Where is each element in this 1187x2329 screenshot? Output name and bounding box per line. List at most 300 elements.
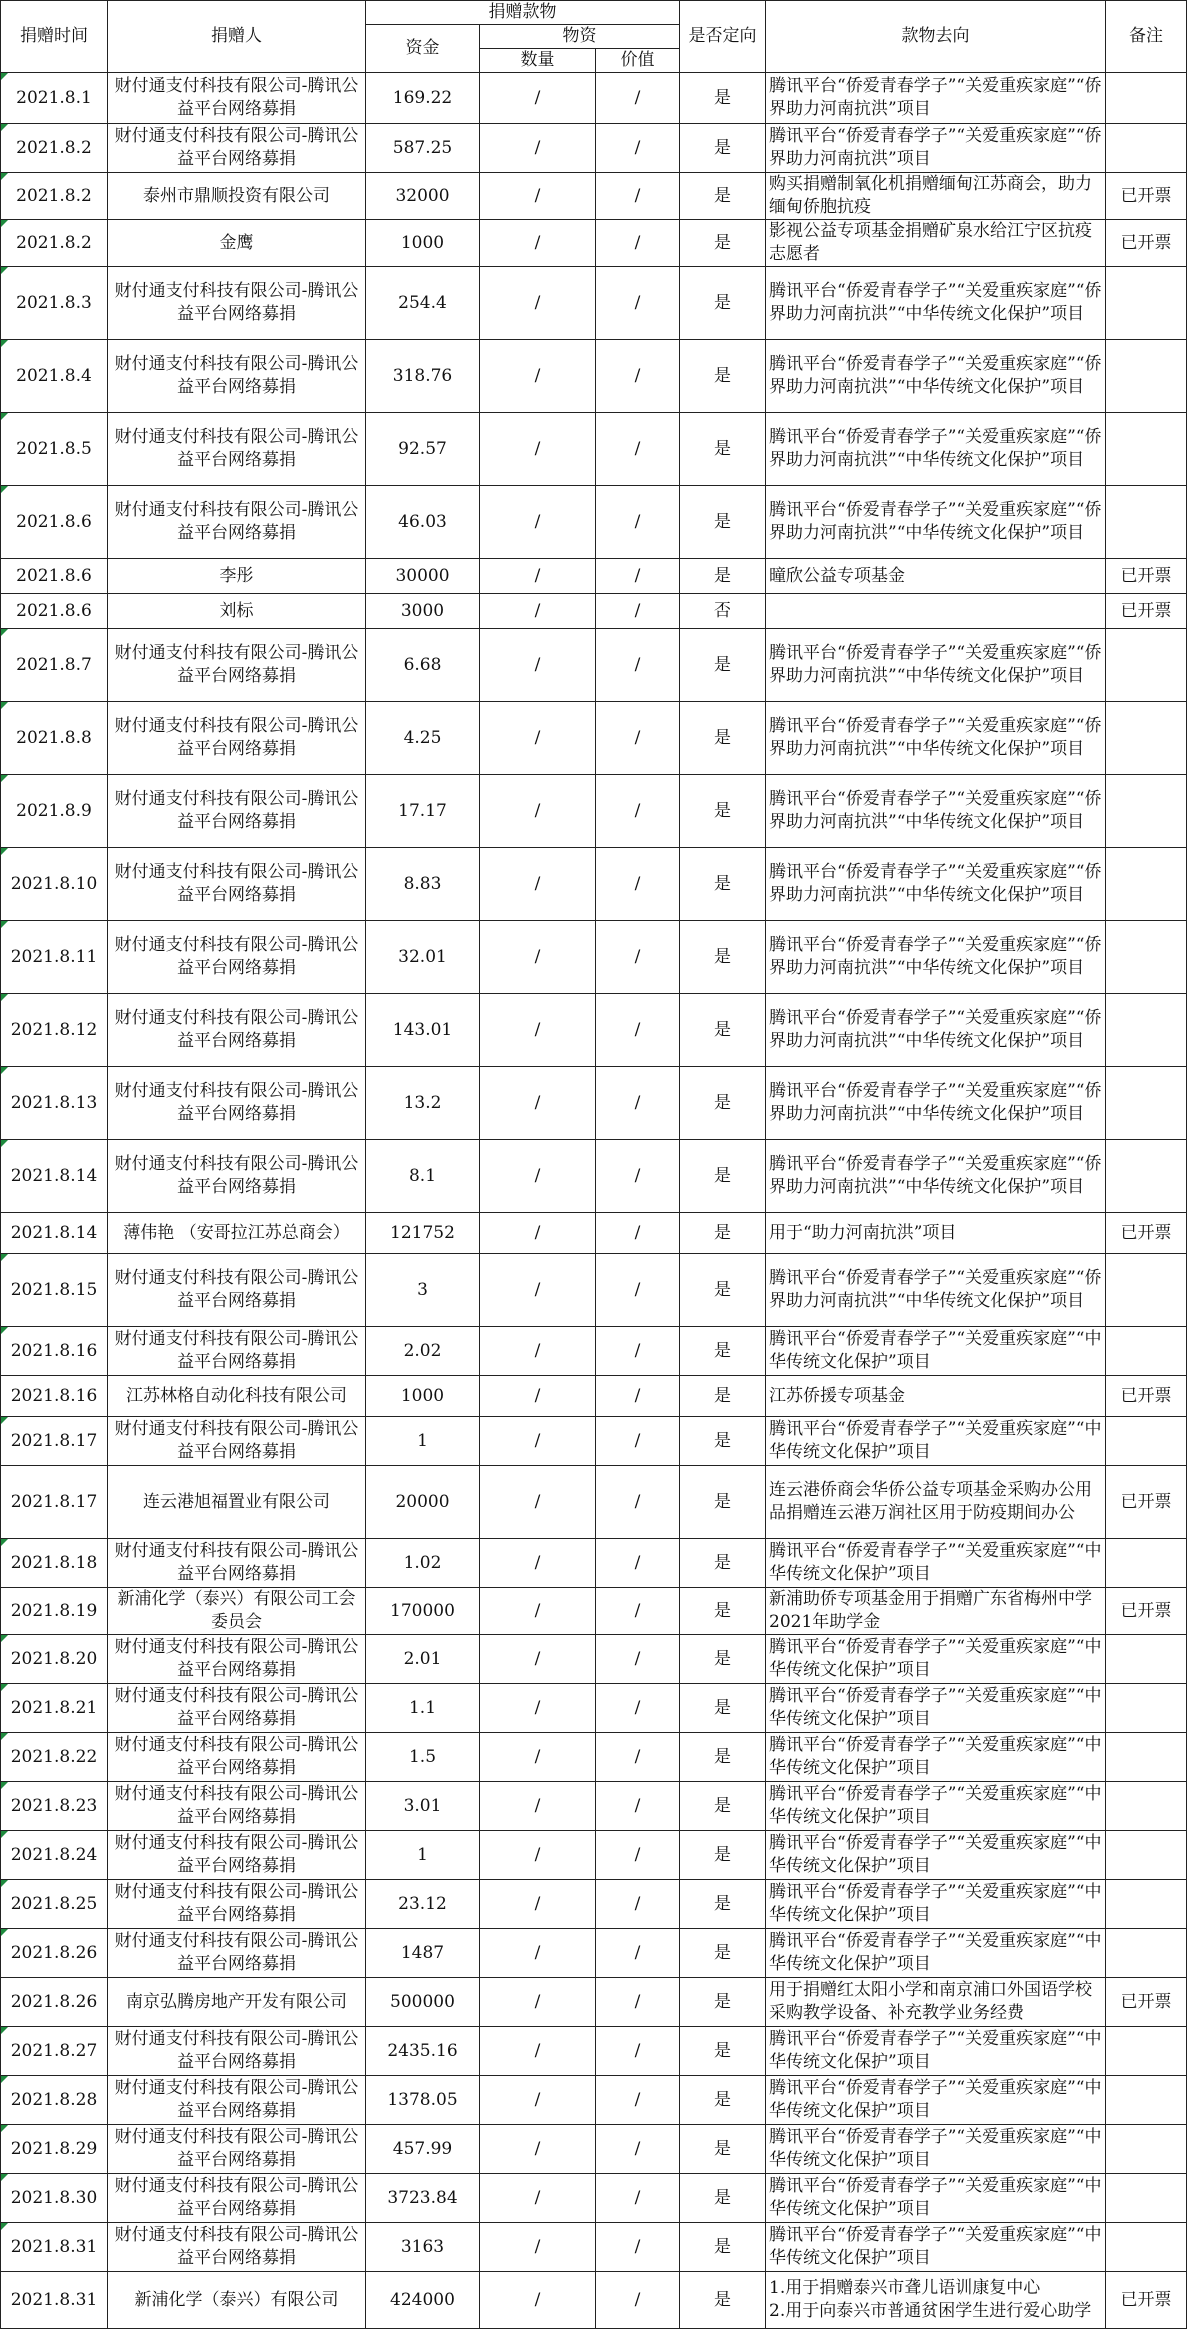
cell-quantity[interactable]: / — [480, 173, 596, 220]
cell-date[interactable]: 2021.8.16 — [1, 1327, 108, 1376]
cell-date[interactable]: 2021.8.11 — [1, 921, 108, 994]
cell-funds[interactable]: 143.01 — [366, 994, 480, 1067]
cell-quantity[interactable]: / — [480, 1140, 596, 1213]
cell-note[interactable] — [1106, 2076, 1187, 2125]
cell-funds[interactable]: 1.5 — [366, 1733, 480, 1782]
cell-directed[interactable]: 是 — [680, 2027, 766, 2076]
cell-donor[interactable]: 财付通支付科技有限公司-腾讯公益平台网络募捐 — [108, 2174, 366, 2223]
cell-value[interactable]: / — [596, 1684, 680, 1733]
cell-directed[interactable]: 是 — [680, 2125, 766, 2174]
cell-note[interactable] — [1106, 1539, 1187, 1588]
cell-directed[interactable]: 是 — [680, 2076, 766, 2125]
cell-donor[interactable]: 财付通支付科技有限公司-腾讯公益平台网络募捐 — [108, 1929, 366, 1978]
cell-value[interactable]: / — [596, 1466, 680, 1539]
cell-funds[interactable]: 20000 — [366, 1466, 480, 1539]
cell-donor[interactable]: 财付通支付科技有限公司-腾讯公益平台网络募捐 — [108, 1140, 366, 1213]
cell-quantity[interactable]: / — [480, 2125, 596, 2174]
cell-date[interactable]: 2021.8.6 — [1, 559, 108, 594]
cell-destination[interactable]: 购买捐赠制氧化机捐赠缅甸江苏商会，助力缅甸侨胞抗疫 — [766, 173, 1106, 220]
cell-quantity[interactable]: / — [480, 1880, 596, 1929]
cell-date[interactable]: 2021.8.26 — [1, 1929, 108, 1978]
cell-note[interactable] — [1106, 1782, 1187, 1831]
cell-quantity[interactable]: / — [480, 1067, 596, 1140]
cell-note[interactable]: 已开票 — [1106, 2272, 1187, 2329]
cell-funds[interactable]: 32.01 — [366, 921, 480, 994]
cell-note[interactable]: 已开票 — [1106, 1588, 1187, 1635]
cell-donor[interactable]: 财付通支付科技有限公司-腾讯公益平台网络募捐 — [108, 267, 366, 340]
cell-donor[interactable]: 金鹰 — [108, 220, 366, 267]
cell-value[interactable]: / — [596, 702, 680, 775]
cell-funds[interactable]: 1378.05 — [366, 2076, 480, 2125]
cell-funds[interactable]: 3 — [366, 1254, 480, 1327]
cell-quantity[interactable]: / — [480, 1327, 596, 1376]
cell-directed[interactable]: 是 — [680, 1254, 766, 1327]
cell-directed[interactable]: 是 — [680, 1417, 766, 1466]
cell-date[interactable]: 2021.8.3 — [1, 267, 108, 340]
cell-funds[interactable]: 1.02 — [366, 1539, 480, 1588]
cell-directed[interactable]: 是 — [680, 1831, 766, 1880]
cell-note[interactable] — [1106, 1254, 1187, 1327]
cell-donor[interactable]: 财付通支付科技有限公司-腾讯公益平台网络募捐 — [108, 1733, 366, 1782]
cell-quantity[interactable]: / — [480, 73, 596, 124]
cell-date[interactable]: 2021.8.14 — [1, 1213, 108, 1254]
cell-directed[interactable]: 是 — [680, 559, 766, 594]
cell-funds[interactable]: 169.22 — [366, 73, 480, 124]
cell-destination[interactable]: 腾讯平台“侨爱青春学子”“关爱重疾家庭”“中华传统文化保护”项目 — [766, 1539, 1106, 1588]
cell-destination[interactable]: 腾讯平台“侨爱青春学子”“关爱重疾家庭”“中华传统文化保护”项目 — [766, 2223, 1106, 2272]
cell-funds[interactable]: 3723.84 — [366, 2174, 480, 2223]
cell-destination[interactable]: 腾讯平台“侨爱青春学子”“关爱重疾家庭”“侨界助力河南抗洪”“中华传统文化保护”项目 — [766, 267, 1106, 340]
cell-value[interactable]: / — [596, 1539, 680, 1588]
cell-donor[interactable]: 财付通支付科技有限公司-腾讯公益平台网络募捐 — [108, 775, 366, 848]
cell-value[interactable]: / — [596, 124, 680, 173]
cell-directed[interactable]: 是 — [680, 1635, 766, 1684]
cell-date[interactable]: 2021.8.2 — [1, 124, 108, 173]
cell-destination[interactable]: 连云港侨商会华侨公益专项基金采购办公用品捐赠连云港万润社区用于防疫期间办公 — [766, 1466, 1106, 1539]
cell-date[interactable]: 2021.8.15 — [1, 1254, 108, 1327]
cell-funds[interactable]: 13.2 — [366, 1067, 480, 1140]
cell-funds[interactable]: 30000 — [366, 559, 480, 594]
cell-note[interactable]: 已开票 — [1106, 1978, 1187, 2027]
cell-date[interactable]: 2021.8.22 — [1, 1733, 108, 1782]
cell-donor[interactable]: 泰州市鼎顺投资有限公司 — [108, 173, 366, 220]
cell-donor[interactable]: 财付通支付科技有限公司-腾讯公益平台网络募捐 — [108, 2125, 366, 2174]
cell-quantity[interactable]: / — [480, 340, 596, 413]
cell-date[interactable]: 2021.8.9 — [1, 775, 108, 848]
cell-value[interactable]: / — [596, 1140, 680, 1213]
cell-quantity[interactable]: / — [480, 1254, 596, 1327]
cell-destination[interactable]: 腾讯平台“侨爱青春学子”“关爱重疾家庭”“侨界助力河南抗洪”“中华传统文化保护”项目 — [766, 486, 1106, 559]
cell-destination[interactable]: 腾讯平台“侨爱青春学子”“关爱重疾家庭”“中华传统文化保护”项目 — [766, 1635, 1106, 1684]
cell-donor[interactable]: 江苏林格自动化科技有限公司 — [108, 1376, 366, 1417]
cell-value[interactable]: / — [596, 629, 680, 702]
cell-quantity[interactable]: / — [480, 1635, 596, 1684]
cell-destination[interactable]: 腾讯平台“侨爱青春学子”“关爱重疾家庭”“中华传统文化保护”项目 — [766, 1684, 1106, 1733]
cell-value[interactable]: / — [596, 220, 680, 267]
cell-directed[interactable]: 是 — [680, 1327, 766, 1376]
cell-donor[interactable]: 财付通支付科技有限公司-腾讯公益平台网络募捐 — [108, 848, 366, 921]
cell-funds[interactable]: 1000 — [366, 220, 480, 267]
cell-quantity[interactable]: / — [480, 921, 596, 994]
cell-quantity[interactable]: / — [480, 1782, 596, 1831]
cell-note[interactable] — [1106, 1417, 1187, 1466]
cell-quantity[interactable]: / — [480, 267, 596, 340]
cell-value[interactable]: / — [596, 73, 680, 124]
cell-directed[interactable]: 是 — [680, 1213, 766, 1254]
cell-note[interactable] — [1106, 921, 1187, 994]
cell-donor[interactable]: 财付通支付科技有限公司-腾讯公益平台网络募捐 — [108, 1067, 366, 1140]
cell-date[interactable]: 2021.8.25 — [1, 1880, 108, 1929]
cell-quantity[interactable]: / — [480, 2272, 596, 2329]
cell-date[interactable]: 2021.8.17 — [1, 1417, 108, 1466]
cell-directed[interactable]: 是 — [680, 1929, 766, 1978]
cell-date[interactable]: 2021.8.8 — [1, 702, 108, 775]
cell-value[interactable]: / — [596, 2272, 680, 2329]
cell-donor[interactable]: 财付通支付科技有限公司-腾讯公益平台网络募捐 — [108, 1417, 366, 1466]
cell-directed[interactable]: 是 — [680, 1880, 766, 1929]
cell-quantity[interactable]: / — [480, 2174, 596, 2223]
cell-note[interactable] — [1106, 486, 1187, 559]
header-quantity[interactable]: 数量 — [480, 49, 596, 73]
cell-directed[interactable]: 是 — [680, 702, 766, 775]
cell-directed[interactable]: 是 — [680, 2174, 766, 2223]
cell-value[interactable]: / — [596, 2223, 680, 2272]
cell-quantity[interactable]: / — [480, 220, 596, 267]
cell-donor[interactable]: 财付通支付科技有限公司-腾讯公益平台网络募捐 — [108, 1327, 366, 1376]
cell-date[interactable]: 2021.8.16 — [1, 1376, 108, 1417]
cell-donor[interactable]: 财付通支付科技有限公司-腾讯公益平台网络募捐 — [108, 1254, 366, 1327]
cell-quantity[interactable]: / — [480, 1684, 596, 1733]
cell-date[interactable]: 2021.8.29 — [1, 2125, 108, 2174]
cell-note[interactable] — [1106, 775, 1187, 848]
cell-note[interactable] — [1106, 702, 1187, 775]
cell-note[interactable]: 已开票 — [1106, 1213, 1187, 1254]
cell-quantity[interactable]: / — [480, 994, 596, 1067]
cell-destination[interactable]: 腾讯平台“侨爱青春学子”“关爱重疾家庭”“侨界助力河南抗洪”“中华传统文化保护”项目 — [766, 775, 1106, 848]
cell-date[interactable]: 2021.8.28 — [1, 2076, 108, 2125]
cell-destination[interactable]: 腾讯平台“侨爱青春学子”“关爱重疾家庭”“侨界助力河南抗洪”项目 — [766, 73, 1106, 124]
cell-note[interactable] — [1106, 2125, 1187, 2174]
cell-donor[interactable]: 财付通支付科技有限公司-腾讯公益平台网络募捐 — [108, 413, 366, 486]
cell-destination[interactable]: 影视公益专项基金捐赠矿泉水给江宁区抗疫志愿者 — [766, 220, 1106, 267]
cell-destination[interactable]: 腾讯平台“侨爱青春学子”“关爱重疾家庭”“侨界助力河南抗洪”“中华传统文化保护”项目 — [766, 629, 1106, 702]
cell-directed[interactable]: 是 — [680, 1978, 766, 2027]
cell-value[interactable]: / — [596, 594, 680, 629]
cell-directed[interactable]: 是 — [680, 921, 766, 994]
cell-note[interactable] — [1106, 73, 1187, 124]
cell-note[interactable] — [1106, 1831, 1187, 1880]
cell-destination[interactable]: 腾讯平台“侨爱青春学子”“关爱重疾家庭”“侨界助力河南抗洪”“中华传统文化保护”项目 — [766, 1254, 1106, 1327]
cell-value[interactable]: / — [596, 340, 680, 413]
cell-directed[interactable]: 是 — [680, 1539, 766, 1588]
cell-date[interactable]: 2021.8.27 — [1, 2027, 108, 2076]
cell-note[interactable]: 已开票 — [1106, 220, 1187, 267]
cell-donor[interactable]: 财付通支付科技有限公司-腾讯公益平台网络募捐 — [108, 1782, 366, 1831]
cell-funds[interactable]: 254.4 — [366, 267, 480, 340]
cell-destination[interactable] — [766, 594, 1106, 629]
cell-value[interactable]: / — [596, 2076, 680, 2125]
cell-donor[interactable]: 财付通支付科技有限公司-腾讯公益平台网络募捐 — [108, 994, 366, 1067]
cell-note[interactable] — [1106, 1880, 1187, 1929]
header-goods[interactable]: 物资 — [480, 25, 680, 49]
cell-donor[interactable]: 财付通支付科技有限公司-腾讯公益平台网络募捐 — [108, 73, 366, 124]
header-destination[interactable]: 款物去向 — [766, 1, 1106, 73]
cell-quantity[interactable]: / — [480, 1539, 596, 1588]
cell-value[interactable]: / — [596, 559, 680, 594]
cell-date[interactable]: 2021.8.14 — [1, 1140, 108, 1213]
cell-funds[interactable]: 32000 — [366, 173, 480, 220]
cell-note[interactable] — [1106, 124, 1187, 173]
cell-directed[interactable]: 否 — [680, 594, 766, 629]
cell-donor[interactable]: 刘标 — [108, 594, 366, 629]
cell-destination[interactable]: 腾讯平台“侨爱青春学子”“关爱重疾家庭”“侨界助力河南抗洪”“中华传统文化保护”项目 — [766, 848, 1106, 921]
cell-note[interactable]: 已开票 — [1106, 559, 1187, 594]
cell-directed[interactable]: 是 — [680, 1782, 766, 1831]
cell-value[interactable]: / — [596, 1733, 680, 1782]
cell-value[interactable]: / — [596, 2125, 680, 2174]
header-donor[interactable]: 捐赠人 — [108, 1, 366, 73]
cell-funds[interactable]: 424000 — [366, 2272, 480, 2329]
cell-funds[interactable]: 4.25 — [366, 702, 480, 775]
cell-funds[interactable]: 1000 — [366, 1376, 480, 1417]
cell-value[interactable]: / — [596, 486, 680, 559]
cell-directed[interactable]: 是 — [680, 1733, 766, 1782]
cell-note[interactable]: 已开票 — [1106, 1466, 1187, 1539]
cell-donor[interactable]: 财付通支付科技有限公司-腾讯公益平台网络募捐 — [108, 921, 366, 994]
cell-note[interactable]: 已开票 — [1106, 173, 1187, 220]
cell-donor[interactable]: 财付通支付科技有限公司-腾讯公益平台网络募捐 — [108, 1831, 366, 1880]
cell-date[interactable]: 2021.8.12 — [1, 994, 108, 1067]
cell-quantity[interactable]: / — [480, 775, 596, 848]
cell-directed[interactable]: 是 — [680, 629, 766, 702]
cell-date[interactable]: 2021.8.10 — [1, 848, 108, 921]
cell-directed[interactable]: 是 — [680, 267, 766, 340]
cell-note[interactable] — [1106, 629, 1187, 702]
cell-donor[interactable]: 财付通支付科技有限公司-腾讯公益平台网络募捐 — [108, 1684, 366, 1733]
cell-funds[interactable]: 1 — [366, 1417, 480, 1466]
cell-funds[interactable]: 170000 — [366, 1588, 480, 1635]
cell-date[interactable]: 2021.8.2 — [1, 220, 108, 267]
cell-note[interactable] — [1106, 1635, 1187, 1684]
cell-date[interactable]: 2021.8.6 — [1, 486, 108, 559]
cell-date[interactable]: 2021.8.17 — [1, 1466, 108, 1539]
cell-date[interactable]: 2021.8.31 — [1, 2272, 108, 2329]
cell-directed[interactable]: 是 — [680, 173, 766, 220]
cell-funds[interactable]: 6.68 — [366, 629, 480, 702]
cell-quantity[interactable]: / — [480, 413, 596, 486]
cell-donor[interactable]: 财付通支付科技有限公司-腾讯公益平台网络募捐 — [108, 702, 366, 775]
cell-value[interactable]: / — [596, 848, 680, 921]
cell-destination[interactable]: 腾讯平台“侨爱青春学子”“关爱重疾家庭”“侨界助力河南抗洪”项目 — [766, 124, 1106, 173]
cell-value[interactable]: / — [596, 267, 680, 340]
cell-directed[interactable]: 是 — [680, 848, 766, 921]
cell-funds[interactable]: 92.57 — [366, 413, 480, 486]
cell-quantity[interactable]: / — [480, 1831, 596, 1880]
cell-date[interactable]: 2021.8.26 — [1, 1978, 108, 2027]
cell-note[interactable] — [1106, 1067, 1187, 1140]
cell-value[interactable]: / — [596, 173, 680, 220]
header-value[interactable]: 价值 — [596, 49, 680, 73]
cell-date[interactable]: 2021.8.24 — [1, 1831, 108, 1880]
cell-note[interactable] — [1106, 1929, 1187, 1978]
cell-donor[interactable]: 财付通支付科技有限公司-腾讯公益平台网络募捐 — [108, 2076, 366, 2125]
cell-directed[interactable]: 是 — [680, 486, 766, 559]
cell-donor[interactable]: 财付通支付科技有限公司-腾讯公益平台网络募捐 — [108, 1539, 366, 1588]
cell-destination[interactable]: 腾讯平台“侨爱青春学子”“关爱重疾家庭”“侨界助力河南抗洪”“中华传统文化保护”项目 — [766, 921, 1106, 994]
cell-value[interactable]: / — [596, 1376, 680, 1417]
cell-destination[interactable]: 用于捐赠红太阳小学和南京浦口外国语学校采购教学设备、补充教学业务经费 — [766, 1978, 1106, 2027]
cell-funds[interactable]: 17.17 — [366, 775, 480, 848]
cell-quantity[interactable]: / — [480, 2076, 596, 2125]
cell-note[interactable]: 已开票 — [1106, 1376, 1187, 1417]
cell-destination[interactable]: 腾讯平台“侨爱青春学子”“关爱重疾家庭”“中华传统文化保护”项目 — [766, 1831, 1106, 1880]
cell-value[interactable]: / — [596, 1929, 680, 1978]
cell-note[interactable]: 已开票 — [1106, 594, 1187, 629]
cell-quantity[interactable]: / — [480, 702, 596, 775]
cell-value[interactable]: / — [596, 413, 680, 486]
cell-directed[interactable]: 是 — [680, 1684, 766, 1733]
cell-note[interactable] — [1106, 1327, 1187, 1376]
cell-destination[interactable]: 腾讯平台“侨爱青春学子”“关爱重疾家庭”“中华传统文化保护”项目 — [766, 2174, 1106, 2223]
header-funds[interactable]: 资金 — [366, 25, 480, 73]
cell-value[interactable]: / — [596, 1327, 680, 1376]
cell-date[interactable]: 2021.8.13 — [1, 1067, 108, 1140]
cell-directed[interactable]: 是 — [680, 413, 766, 486]
cell-value[interactable]: / — [596, 1978, 680, 2027]
cell-value[interactable]: / — [596, 921, 680, 994]
cell-value[interactable]: / — [596, 1782, 680, 1831]
cell-donor[interactable]: 新浦化学（泰兴）有限公司 — [108, 2272, 366, 2329]
cell-destination[interactable]: 曈欣公益专项基金 — [766, 559, 1106, 594]
cell-destination[interactable]: 腾讯平台“侨爱青春学子”“关爱重疾家庭”“中华传统文化保护”项目 — [766, 1417, 1106, 1466]
cell-directed[interactable]: 是 — [680, 775, 766, 848]
cell-directed[interactable]: 是 — [680, 340, 766, 413]
cell-donor[interactable]: 财付通支付科技有限公司-腾讯公益平台网络募捐 — [108, 2223, 366, 2272]
cell-date[interactable]: 2021.8.23 — [1, 1782, 108, 1831]
cell-directed[interactable]: 是 — [680, 1588, 766, 1635]
cell-directed[interactable]: 是 — [680, 1466, 766, 1539]
header-date[interactable]: 捐赠时间 — [1, 1, 108, 73]
cell-donor[interactable]: 南京弘腾房地产开发有限公司 — [108, 1978, 366, 2027]
cell-funds[interactable]: 23.12 — [366, 1880, 480, 1929]
cell-funds[interactable]: 587.25 — [366, 124, 480, 173]
cell-funds[interactable]: 2.01 — [366, 1635, 480, 1684]
cell-note[interactable] — [1106, 2223, 1187, 2272]
cell-directed[interactable]: 是 — [680, 994, 766, 1067]
cell-date[interactable]: 2021.8.1 — [1, 73, 108, 124]
cell-value[interactable]: / — [596, 775, 680, 848]
cell-quantity[interactable]: / — [480, 629, 596, 702]
cell-directed[interactable]: 是 — [680, 1067, 766, 1140]
cell-quantity[interactable]: / — [480, 848, 596, 921]
cell-destination[interactable]: 江苏侨援专项基金 — [766, 1376, 1106, 1417]
cell-quantity[interactable]: / — [480, 2027, 596, 2076]
cell-destination[interactable]: 腾讯平台“侨爱青春学子”“关爱重疾家庭”“侨界助力河南抗洪”“中华传统文化保护”项目 — [766, 1067, 1106, 1140]
cell-funds[interactable]: 1487 — [366, 1929, 480, 1978]
header-donation-group[interactable]: 捐赠款物 — [366, 1, 680, 25]
cell-destination[interactable]: 腾讯平台“侨爱青春学子”“关爱重疾家庭”“侨界助力河南抗洪”“中华传统文化保护”项目 — [766, 413, 1106, 486]
cell-destination[interactable]: 腾讯平台“侨爱青春学子”“关爱重疾家庭”“中华传统文化保护”项目 — [766, 1782, 1106, 1831]
cell-value[interactable]: / — [596, 1831, 680, 1880]
cell-directed[interactable]: 是 — [680, 2223, 766, 2272]
cell-destination[interactable]: 腾讯平台“侨爱青春学子”“关爱重疾家庭”“中华传统文化保护”项目 — [766, 1733, 1106, 1782]
cell-donor[interactable]: 财付通支付科技有限公司-腾讯公益平台网络募捐 — [108, 124, 366, 173]
cell-date[interactable]: 2021.8.5 — [1, 413, 108, 486]
cell-destination[interactable]: 用于“助力河南抗洪”项目 — [766, 1213, 1106, 1254]
cell-note[interactable] — [1106, 340, 1187, 413]
cell-date[interactable]: 2021.8.31 — [1, 2223, 108, 2272]
cell-date[interactable]: 2021.8.18 — [1, 1539, 108, 1588]
cell-date[interactable]: 2021.8.4 — [1, 340, 108, 413]
cell-date[interactable]: 2021.8.19 — [1, 1588, 108, 1635]
cell-note[interactable] — [1106, 1733, 1187, 1782]
cell-funds[interactable]: 2.02 — [366, 1327, 480, 1376]
cell-funds[interactable]: 1 — [366, 1831, 480, 1880]
cell-donor[interactable]: 财付通支付科技有限公司-腾讯公益平台网络募捐 — [108, 486, 366, 559]
cell-donor[interactable]: 财付通支付科技有限公司-腾讯公益平台网络募捐 — [108, 629, 366, 702]
cell-value[interactable]: / — [596, 1880, 680, 1929]
cell-note[interactable] — [1106, 2027, 1187, 2076]
cell-directed[interactable]: 是 — [680, 2272, 766, 2329]
cell-funds[interactable]: 3163 — [366, 2223, 480, 2272]
cell-note[interactable] — [1106, 994, 1187, 1067]
cell-quantity[interactable]: / — [480, 2223, 596, 2272]
cell-quantity[interactable]: / — [480, 1588, 596, 1635]
header-directed[interactable]: 是否定向 — [680, 1, 766, 73]
cell-directed[interactable]: 是 — [680, 73, 766, 124]
cell-destination[interactable]: 腾讯平台“侨爱青春学子”“关爱重疾家庭”“中华传统文化保护”项目 — [766, 2027, 1106, 2076]
cell-funds[interactable]: 318.76 — [366, 340, 480, 413]
cell-funds[interactable]: 8.1 — [366, 1140, 480, 1213]
cell-funds[interactable]: 46.03 — [366, 486, 480, 559]
cell-date[interactable]: 2021.8.7 — [1, 629, 108, 702]
cell-value[interactable]: / — [596, 1417, 680, 1466]
cell-directed[interactable]: 是 — [680, 220, 766, 267]
cell-value[interactable]: / — [596, 1635, 680, 1684]
cell-quantity[interactable]: / — [480, 1466, 596, 1539]
cell-destination[interactable]: 腾讯平台“侨爱青春学子”“关爱重疾家庭”“中华传统文化保护”项目 — [766, 2125, 1106, 2174]
cell-quantity[interactable]: / — [480, 1213, 596, 1254]
cell-donor[interactable]: 财付通支付科技有限公司-腾讯公益平台网络募捐 — [108, 340, 366, 413]
cell-note[interactable] — [1106, 2174, 1187, 2223]
cell-quantity[interactable]: / — [480, 559, 596, 594]
cell-note[interactable] — [1106, 267, 1187, 340]
header-note[interactable]: 备注 — [1106, 1, 1187, 73]
cell-quantity[interactable]: / — [480, 1417, 596, 1466]
cell-destination[interactable]: 腾讯平台“侨爱青春学子”“关爱重疾家庭”“中华传统文化保护”项目 — [766, 1880, 1106, 1929]
cell-donor[interactable]: 连云港旭福置业有限公司 — [108, 1466, 366, 1539]
cell-date[interactable]: 2021.8.21 — [1, 1684, 108, 1733]
cell-value[interactable]: / — [596, 1213, 680, 1254]
cell-funds[interactable]: 3000 — [366, 594, 480, 629]
cell-destination[interactable]: 腾讯平台“侨爱青春学子”“关爱重疾家庭”“中华传统文化保护”项目 — [766, 2076, 1106, 2125]
cell-destination[interactable]: 1.用于捐赠泰兴市聋儿语训康复中心 2.用于向泰兴市普通贫困学生进行爱心助学 — [766, 2272, 1106, 2329]
cell-directed[interactable]: 是 — [680, 1140, 766, 1213]
cell-directed[interactable]: 是 — [680, 124, 766, 173]
cell-note[interactable] — [1106, 1684, 1187, 1733]
cell-destination[interactable]: 腾讯平台“侨爱青春学子”“关爱重疾家庭”“侨界助力河南抗洪”“中华传统文化保护”项目 — [766, 994, 1106, 1067]
cell-funds[interactable]: 8.83 — [366, 848, 480, 921]
cell-donor[interactable]: 李彤 — [108, 559, 366, 594]
cell-donor[interactable]: 财付通支付科技有限公司-腾讯公益平台网络募捐 — [108, 1635, 366, 1684]
cell-funds[interactable]: 1.1 — [366, 1684, 480, 1733]
cell-quantity[interactable]: / — [480, 1733, 596, 1782]
cell-funds[interactable]: 3.01 — [366, 1782, 480, 1831]
cell-quantity[interactable]: / — [480, 1978, 596, 2027]
cell-funds[interactable]: 500000 — [366, 1978, 480, 2027]
cell-date[interactable]: 2021.8.30 — [1, 2174, 108, 2223]
cell-date[interactable]: 2021.8.6 — [1, 594, 108, 629]
